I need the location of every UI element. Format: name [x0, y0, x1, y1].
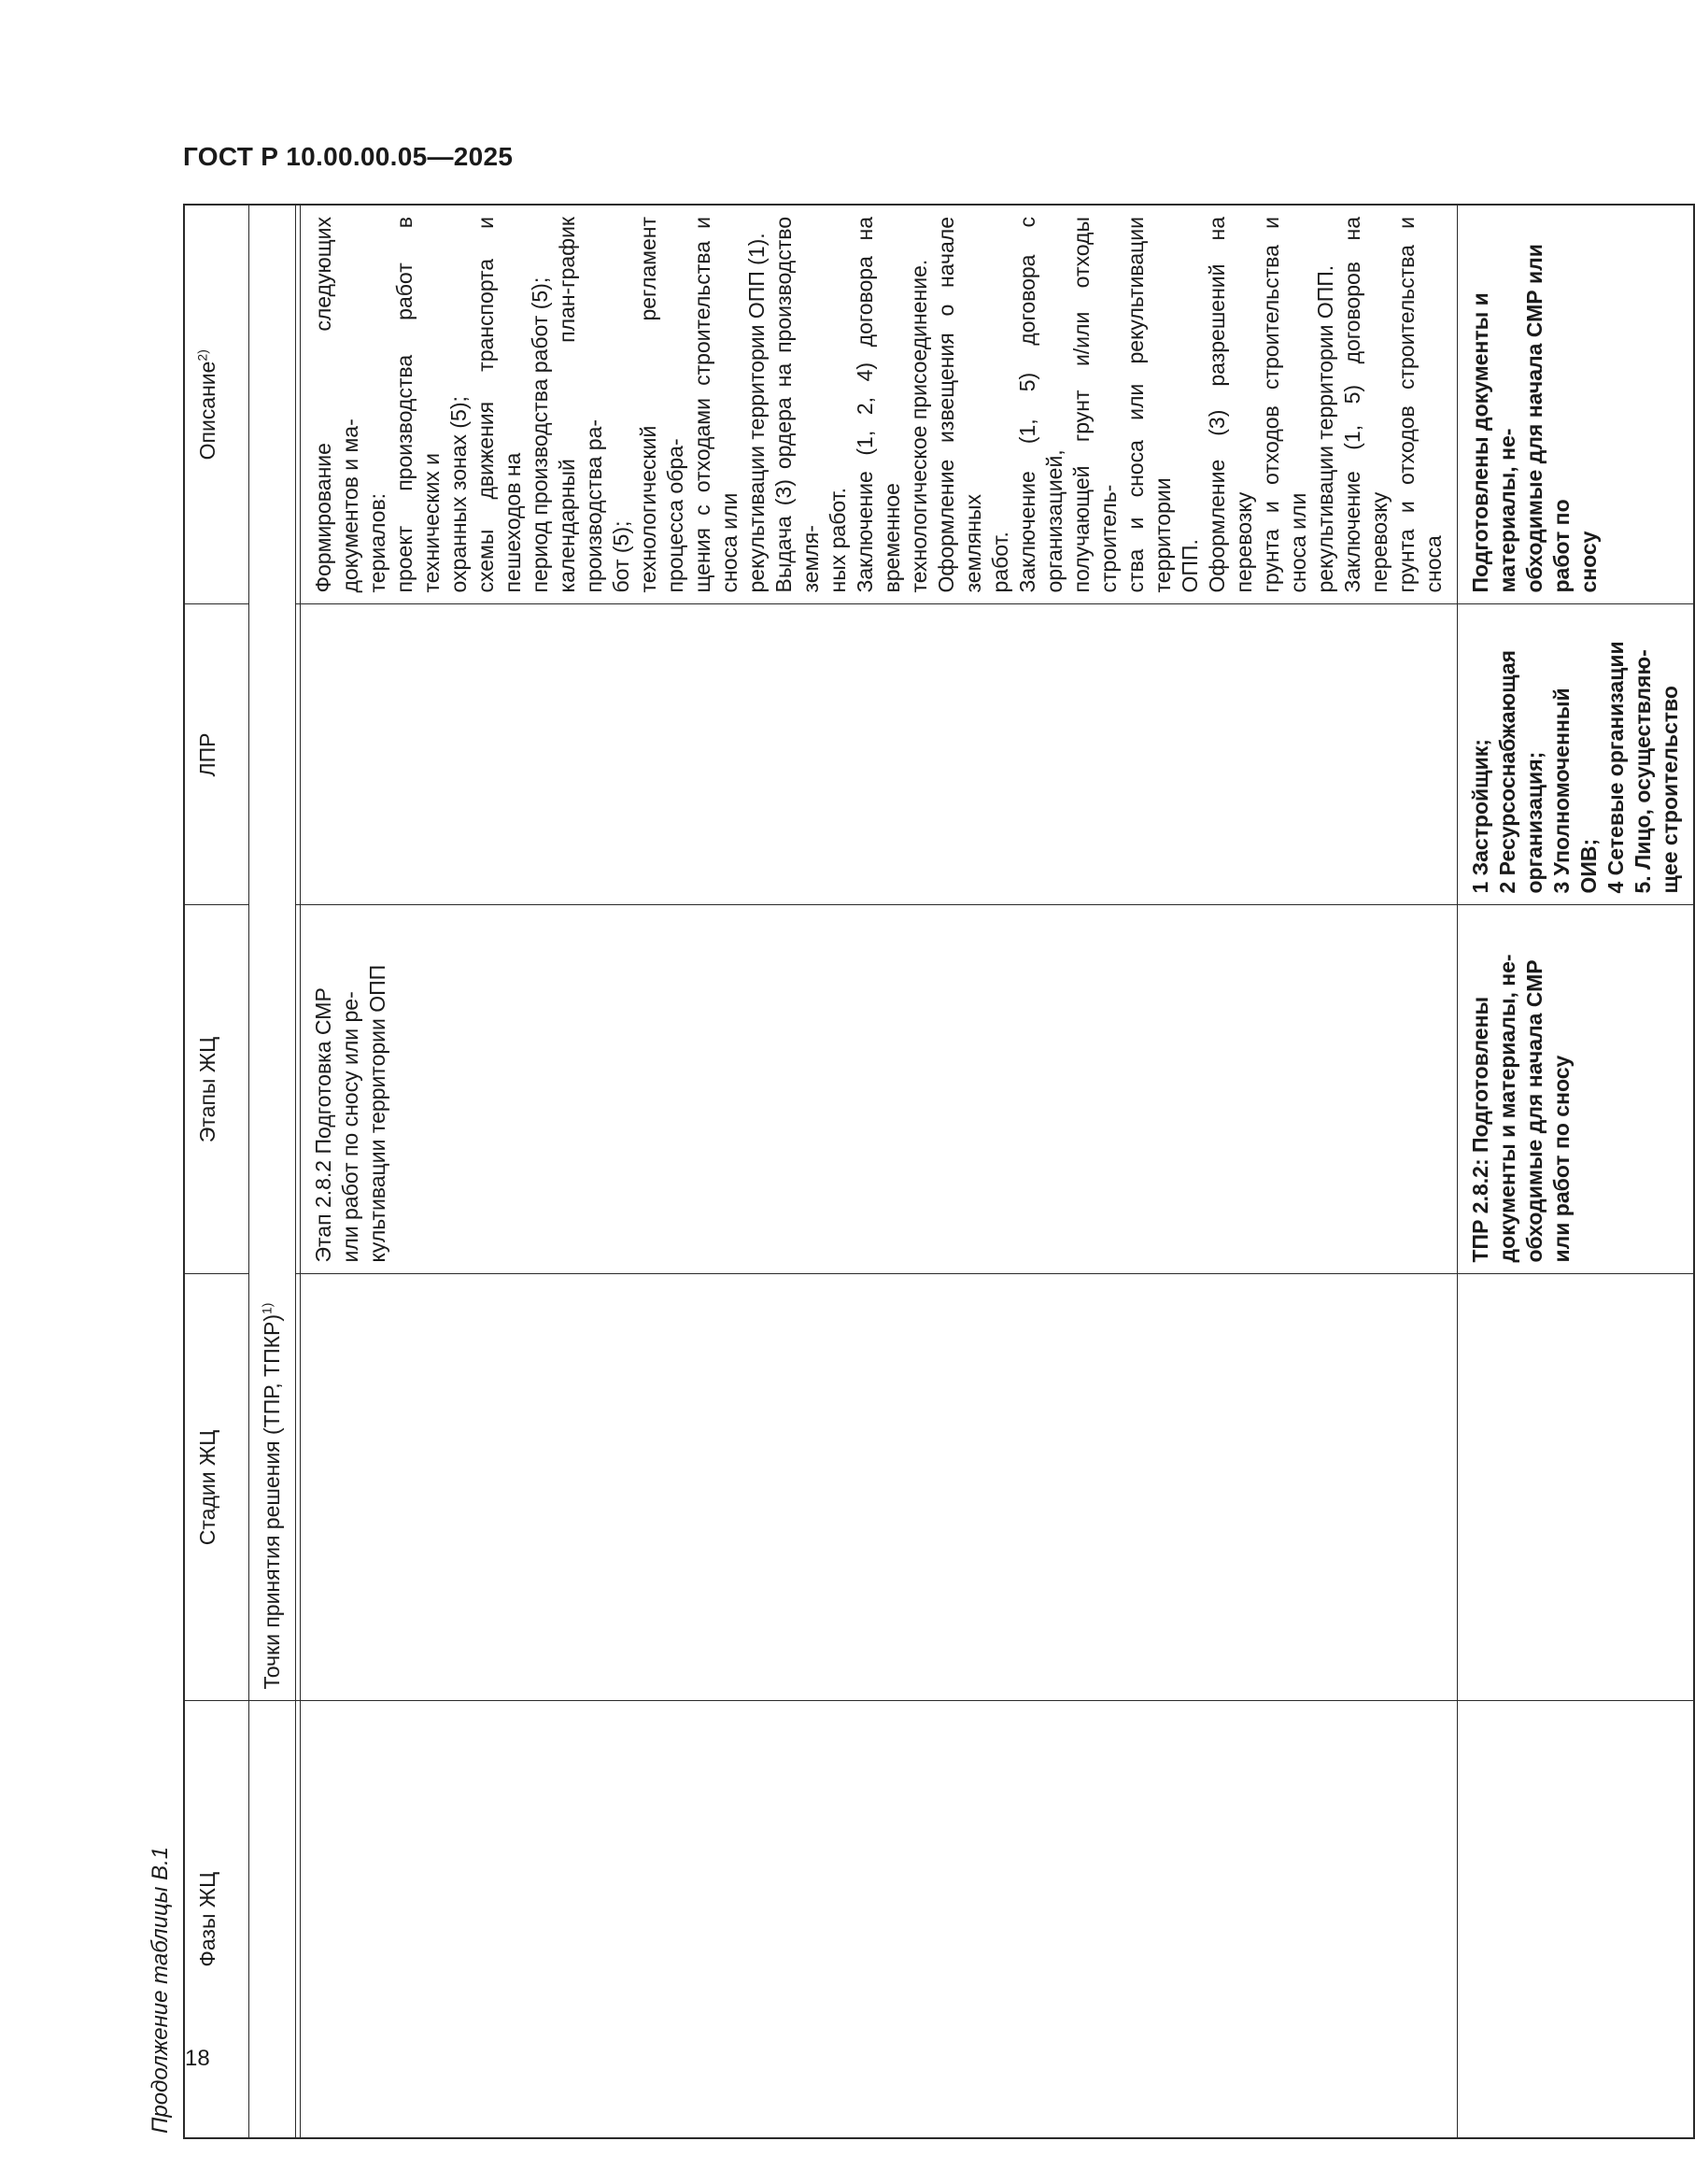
description-text: технологическое присоединение.: [907, 259, 931, 593]
step-text: культивации территории ОПП: [365, 964, 389, 1263]
description-text: Заключение (1, 2, 4) договора на временное: [853, 217, 904, 593]
table-continuation-title: Продолжение таблицы В.1: [148, 1846, 173, 2134]
description-text: Оформление (3) разрешений на перевозку: [1205, 217, 1256, 593]
description-cell: [1458, 205, 1695, 604]
decision-point-cell: [1458, 905, 1695, 1274]
document-header: ГОСТ Р 10.00.00.05—2025: [183, 142, 514, 171]
footnote-ref: 1): [259, 1302, 275, 1314]
description-text: Заключение (1, 5) договора с организацией,: [1015, 217, 1066, 593]
description-text: период производства работ (5);: [528, 277, 552, 593]
page-number: 18: [185, 2046, 210, 2071]
lpr-text: 5. Лицо, осуществляю-: [1631, 649, 1655, 894]
header-lpr: ЛПР: [184, 604, 249, 905]
description-text: грунта и отходов строительства и сноса или: [1259, 217, 1310, 593]
header-stages: Стадии ЖЦ: [184, 1274, 249, 1701]
step-text: Этап 2.8.2 Подготовка СМР: [311, 987, 335, 1263]
step-cell: [301, 905, 1458, 1274]
description-text: сносу: [1576, 531, 1601, 593]
description-text: проект производства работ в технических и: [392, 217, 444, 593]
description-text: технологический регламент процесса обра-: [636, 217, 687, 593]
description-text: ОПП.: [1178, 539, 1202, 593]
description-text: получающей грунт и/или отходы строитель-: [1069, 217, 1121, 593]
description-text: Подготовлены документы и материалы, не-: [1468, 292, 1519, 593]
description-text: ных работ.: [826, 487, 850, 593]
decision-points-phase-cell: [249, 1701, 296, 2138]
description-text: Заключение (1, 5) договоров на перевозку: [1340, 217, 1391, 593]
description-text: схемы движения транспорта и пешеходов на: [473, 217, 525, 593]
lifecycle-table: [183, 204, 1695, 2139]
lpr-cell: [301, 604, 1458, 905]
table-row: [301, 205, 1458, 2138]
description-text: Выдача (3) ордера на производство земля-: [771, 217, 823, 593]
lpr-text: 4 Сетевые организации: [1603, 641, 1628, 894]
header-phases: Фазы ЖЦ: [184, 1701, 249, 2138]
lpr-text: ОИВ;: [1576, 838, 1601, 894]
description-text: охранных зонах (5);: [446, 396, 471, 593]
lpr-text: 3 Уполномоченный: [1549, 688, 1574, 894]
decision-points-row: [249, 205, 296, 2138]
decision-point-text: или работ по сносу: [1549, 1055, 1574, 1263]
phase-cell: [301, 1701, 1458, 2138]
decision-point-text: документы и материалы, не-: [1495, 954, 1519, 1263]
stage-cell: [1458, 1274, 1695, 1701]
table-row: [1458, 205, 1695, 2138]
description-text: грунта и отходов строительства и сноса: [1394, 217, 1446, 593]
header-description: Описание$^{2)}$: [184, 205, 249, 604]
description-text: рекультивации территории ОПП.: [1313, 264, 1337, 593]
description-cell: [301, 205, 1458, 604]
description-text: ства и сноса или рекультивации территории: [1123, 217, 1175, 593]
decision-point-text: ТПР 2.8.2: Подготовлены: [1468, 996, 1492, 1263]
description-text: обходимые для начала СМР или работ по: [1522, 244, 1574, 593]
description-text: календарный план-график производства ра-: [555, 217, 606, 593]
description-text: щения с отходами строительства и сноса или: [690, 217, 742, 593]
lpr-text: 1 Застройщик;: [1468, 739, 1492, 894]
stage-cell: [301, 1274, 1458, 1701]
phase-cell: [1458, 1701, 1695, 2138]
description-text: работ.: [988, 532, 1012, 593]
description-text: Оформление извещения о начале земляных: [934, 217, 985, 593]
step-text: или работ по сносу или ре-: [338, 991, 362, 1263]
header-steps: Этапы ЖЦ: [184, 905, 249, 1274]
decision-points-label: Точки принятия решения (ТПР, ТПКР)$^{1)}$: [249, 205, 296, 1701]
lpr-text: организация;: [1522, 751, 1547, 894]
lpr-text: щее строительство: [1658, 686, 1682, 894]
lpr-cell: [1458, 604, 1695, 905]
description-text: Формирование следующих документов и ма-: [311, 217, 362, 593]
description-text: рекультивации территории ОПП (1).: [744, 233, 769, 593]
description-text: териалов:: [365, 492, 389, 593]
table-header-row: [184, 205, 249, 2138]
lpr-text: 2 Ресурсоснабжающая: [1495, 649, 1519, 894]
footnote-ref: 2): [194, 349, 210, 362]
description-text: бот (5);: [609, 520, 633, 593]
rotated-table-sheet: [148, 206, 1682, 2139]
decision-point-text: обходимые для начала СМР: [1522, 959, 1547, 1263]
